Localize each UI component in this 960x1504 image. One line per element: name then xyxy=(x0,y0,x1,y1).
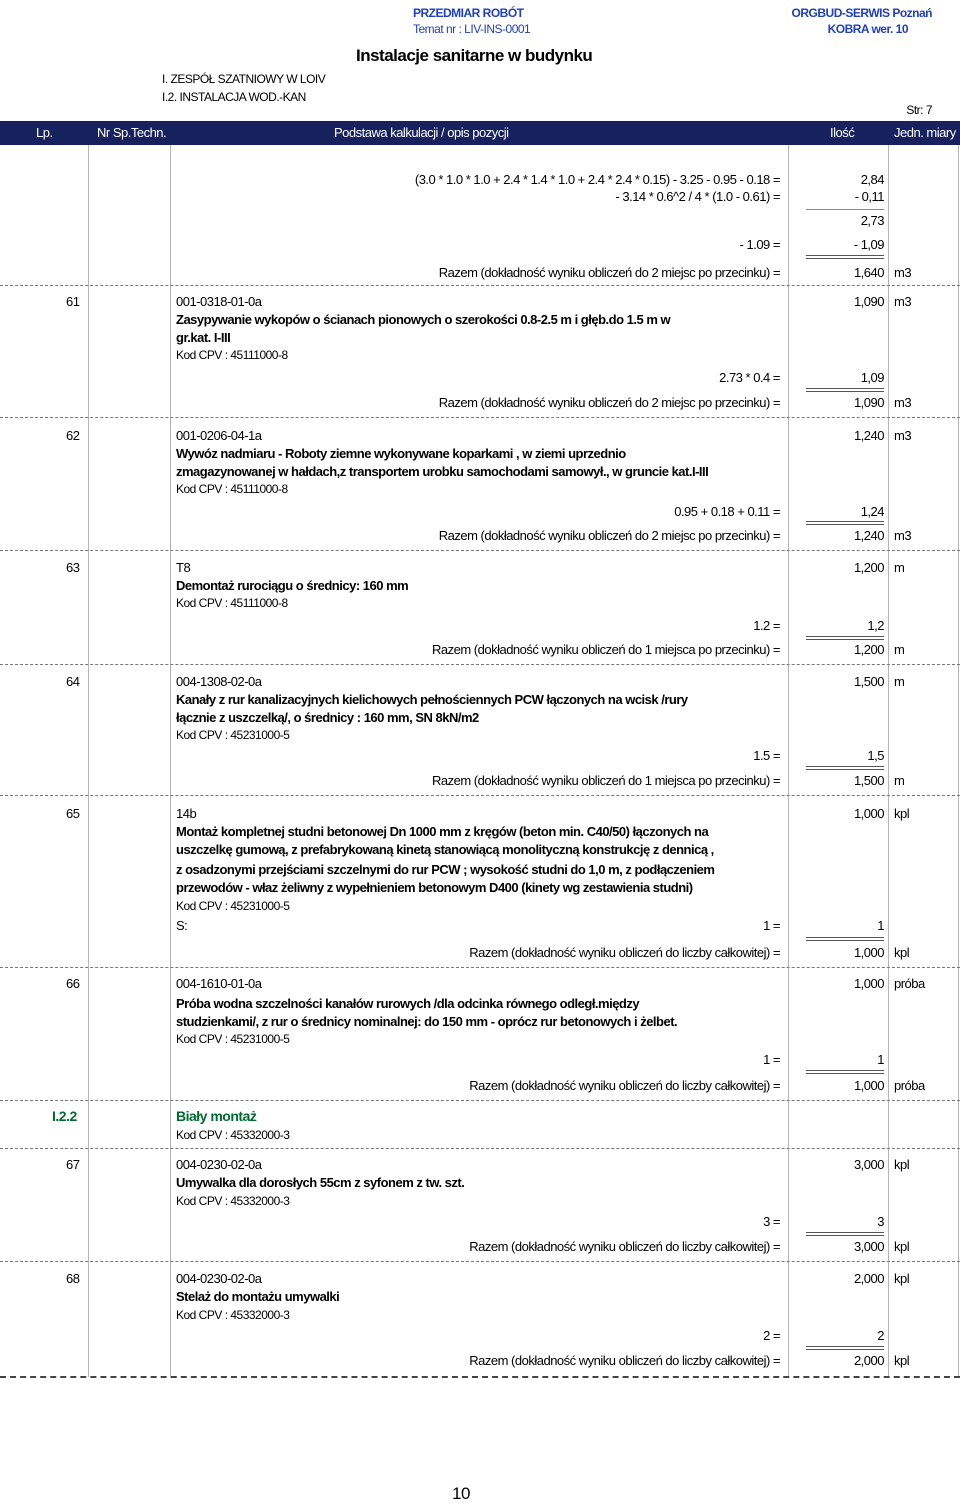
row-separator xyxy=(0,795,960,796)
razem-label: Razem (dokładność wyniku obliczeń do 2 miejsc po przecinku) = xyxy=(438,528,780,543)
column-rule xyxy=(888,145,889,1377)
calc-line: (3.0 * 1.0 * 1.0 + 2.4 * 1.4 * 1.0 + 2.4 * 2.4 * 0.15) - 3.25 - 0.95 - 0.18 = xyxy=(414,172,780,187)
calc-line: 1.5 = xyxy=(753,748,780,763)
underline xyxy=(806,209,884,210)
razem-total: 2,000 xyxy=(853,1353,884,1368)
item-description: przewodów - właz żeliwny z wypełnieniem betonowym D400 (kinety wg zestawienia studni) xyxy=(176,880,693,895)
row-separator xyxy=(0,1148,960,1149)
item-description: Stelaż do montażu umywalki xyxy=(176,1289,340,1304)
razem-label: Razem (dokładność wyniku obliczeń do liczby całkowitej) = xyxy=(469,1239,780,1254)
section-heading-1: I. ZESPÓŁ SZATNIOWY W LOIV xyxy=(162,72,326,86)
item-code: T8 xyxy=(176,560,191,575)
item-description: Kanały z rur kanalizacyjnych kielichowych pełnościennych PCW łączonych na wcisk /rury xyxy=(176,692,688,707)
item-description: Wywóz nadmiaru - Roboty ziemne wykonywane koparkami , w ziemi uprzednio xyxy=(176,446,626,461)
item-code: 14b xyxy=(176,806,197,821)
item-qty: 1,000 xyxy=(853,976,884,991)
double-underline xyxy=(806,1070,884,1074)
calc-value: 1 xyxy=(877,1052,884,1067)
double-underline xyxy=(806,388,884,392)
document-title: Instalacje sanitarne w budynku xyxy=(356,46,593,65)
item-description: gr.kat. I-III xyxy=(176,330,231,345)
item-cpv: Kod CPV : 45332000-3 xyxy=(176,1308,290,1322)
item-qty: 1,200 xyxy=(853,560,884,575)
calc-value: 1,5 xyxy=(867,748,884,763)
item-code: 004-0230-02-0a xyxy=(176,1271,262,1286)
calc-line: 1 = xyxy=(763,1052,780,1067)
software-version: KOBRA wer. 10 xyxy=(827,22,908,36)
item-lp: 61 xyxy=(66,294,80,309)
razem-label: Razem (dokładność wyniku obliczeń do liczby całkowitej) = xyxy=(469,1078,780,1093)
item-qty: 1,240 xyxy=(853,428,884,443)
item-cpv: Kod CPV : 45231000-5 xyxy=(176,728,290,742)
razem-unit: m xyxy=(894,773,905,788)
item-description: studzienkami/, z rur o średnicy nominalnej: do 150 mm - oprócz rur betonowych i żelbet. xyxy=(176,1014,678,1029)
double-underline xyxy=(806,937,884,941)
razem-total: 1,000 xyxy=(853,1078,884,1093)
calc-value: 1,24 xyxy=(860,504,884,519)
column-rule xyxy=(788,145,789,1377)
project-number: Temat nr : LIV-INS-0001 xyxy=(413,22,531,36)
razem-total: 1,640 xyxy=(853,265,884,280)
calc-line: 2.73 * 0.4 = xyxy=(719,370,780,385)
calc-line: 1.2 = xyxy=(753,618,780,633)
item-description: Demontaż rurociągu o średnicy: 160 mm xyxy=(176,578,409,593)
calc-line: - 1.09 = xyxy=(739,237,780,252)
item-cpv: Kod CPV : 45111000-8 xyxy=(176,482,288,496)
item-description: zmagazynowanej w hałdach,z transportem urobku samochodami samowył., w gruncie kat.I-III xyxy=(176,464,709,479)
razem-unit: próba xyxy=(894,1078,925,1093)
razem-unit: kpl xyxy=(894,1239,910,1254)
calc-value: 1,09 xyxy=(860,370,884,385)
item-cpv: Kod CPV : 45332000-3 xyxy=(176,1194,290,1208)
calc-value: 3 xyxy=(877,1214,884,1229)
razem-total: 1,090 xyxy=(853,395,884,410)
razem-label: Razem (dokładność wyniku obliczeń do 1 miejsca po przecinku) = xyxy=(432,773,780,788)
item-lp: 65 xyxy=(66,806,80,821)
item-unit: m xyxy=(894,674,905,689)
page-number: 10 xyxy=(452,1484,470,1503)
item-description: Zasypywanie wykopów o ścianach pionowych o szerokości 0.8-2.5 m i głęb.do 1.5 m w xyxy=(176,312,671,327)
razem-unit: kpl xyxy=(894,945,910,960)
section-heading-2: I.2. INSTALACJA WOD.-KAN xyxy=(162,90,306,104)
double-underline xyxy=(806,521,884,525)
calc-value: 1,2 xyxy=(867,618,884,633)
item-description: Montaż kompletnej studni betonowej Dn 1000 mm z kręgów (beton min. C40/50) łączonych na xyxy=(176,824,709,839)
item-description: Umywalka dla dorosłych 55cm z syfonem z tw. szt. xyxy=(176,1175,465,1190)
company-name: ORGBUD-SERWIS Poznań xyxy=(791,6,932,20)
column-qty: Ilość xyxy=(830,125,855,140)
item-code: 004-0230-02-0a xyxy=(176,1157,262,1172)
razem-unit: kpl xyxy=(894,1353,910,1368)
column-rule xyxy=(958,145,959,1377)
razem-unit: m3 xyxy=(894,395,912,410)
row-separator xyxy=(0,417,960,418)
calc-prefix: S: xyxy=(176,918,188,933)
item-description: łącznie z uszczelką/, o średnicy : 160 mm, SN 8kN/m2 xyxy=(176,710,479,725)
doc-type-title: PRZEDMIAR ROBÓT xyxy=(413,6,524,20)
item-code: 004-1610-01-0a xyxy=(176,976,262,991)
item-lp: 64 xyxy=(66,674,80,689)
item-qty: 1,000 xyxy=(853,806,884,821)
item-lp: 68 xyxy=(66,1271,80,1286)
item-unit: m3 xyxy=(894,428,912,443)
page-label: Str: 7 xyxy=(906,103,932,117)
column-basis: Podstawa kalkulacji / opis pozycji xyxy=(334,125,509,140)
item-qty: 1,500 xyxy=(853,674,884,689)
razem-total: 1,000 xyxy=(853,945,884,960)
row-separator xyxy=(0,285,960,286)
double-underline xyxy=(806,255,884,259)
item-qty: 2,000 xyxy=(853,1271,884,1286)
item-cpv: Kod CPV : 45111000-8 xyxy=(176,348,288,362)
row-separator xyxy=(0,1261,960,1262)
item-lp: 62 xyxy=(66,428,80,443)
table-bottom-rule xyxy=(0,1376,960,1378)
item-qty: 3,000 xyxy=(853,1157,884,1172)
item-unit: m3 xyxy=(894,294,912,309)
razem-total: 1,200 xyxy=(853,642,884,657)
column-rule xyxy=(170,145,171,1377)
razem-label: Razem (dokładność wyniku obliczeń do 2 miejsc po przecinku) = xyxy=(438,395,780,410)
calc-value: - 1,09 xyxy=(853,237,884,252)
section-number: I.2.2 xyxy=(52,1108,77,1124)
item-unit: kpl xyxy=(894,1157,910,1172)
double-underline xyxy=(806,636,884,640)
column-nr: Nr Sp.Techn. xyxy=(97,125,167,140)
item-unit: m xyxy=(894,560,905,575)
item-cpv: Kod CPV : 45231000-5 xyxy=(176,899,290,913)
item-unit: próba xyxy=(894,976,925,991)
razem-total: 1,240 xyxy=(853,528,884,543)
item-unit: kpl xyxy=(894,806,910,821)
razem-total: 3,000 xyxy=(853,1239,884,1254)
row-separator xyxy=(0,967,960,968)
razem-unit: m3 xyxy=(894,265,912,280)
column-unit: Jedn. miary xyxy=(894,125,956,140)
item-qty: 1,090 xyxy=(853,294,884,309)
section-cpv: Kod CPV : 45332000-3 xyxy=(176,1128,290,1142)
item-code: 001-0318-01-0a xyxy=(176,294,262,309)
item-code: 004-1308-02-0a xyxy=(176,674,262,689)
double-underline xyxy=(806,766,884,770)
double-underline xyxy=(806,1232,884,1236)
item-lp: 63 xyxy=(66,560,80,575)
calc-line: 2 = xyxy=(763,1328,780,1343)
calc-line: 3 = xyxy=(763,1214,780,1229)
section-title: Biały montaż xyxy=(176,1108,257,1124)
item-description: z osadzonymi przejściami szczelnymi do rur PCW ; wysokość studni do 1,0 m, z podłączeniem xyxy=(176,862,715,877)
row-separator xyxy=(0,550,960,551)
razem-label: Razem (dokładność wyniku obliczeń do liczby całkowitej) = xyxy=(469,945,780,960)
calc-value: 2,84 xyxy=(860,172,884,187)
column-rule xyxy=(88,145,89,1377)
item-cpv: Kod CPV : 45231000-5 xyxy=(176,1032,290,1046)
razem-unit: m3 xyxy=(894,528,912,543)
subtotal-value: 2,73 xyxy=(860,213,884,228)
double-underline xyxy=(806,1346,884,1350)
item-lp: 67 xyxy=(66,1157,80,1172)
razem-label: Razem (dokładność wyniku obliczeń do liczby całkowitej) = xyxy=(469,1353,780,1368)
item-code: 001-0206-04-1a xyxy=(176,428,262,443)
calc-value: 2 xyxy=(877,1328,884,1343)
column-lp: Lp. xyxy=(36,125,53,140)
item-lp: 66 xyxy=(66,976,80,991)
calc-line: - 3.14 * 0.6^2 / 4 * (1.0 - 0.61) = xyxy=(615,189,780,204)
razem-label: Razem (dokładność wyniku obliczeń do 2 miejsc po przecinku) = xyxy=(438,265,780,280)
razem-label: Razem (dokładność wyniku obliczeń do 1 miejsca po przecinku) = xyxy=(432,642,780,657)
item-description: Próba wodna szczelności kanałów rurowych /dla odcinka równego odległ.między xyxy=(176,996,640,1011)
row-separator xyxy=(0,1100,960,1101)
column-header-bar xyxy=(0,121,960,145)
item-unit: kpl xyxy=(894,1271,910,1286)
item-cpv: Kod CPV : 45111000-8 xyxy=(176,596,288,610)
item-description: uszczelkę gumową, z prefabrykowaną kinetą stanowiącą monolityczną konstrukcję z dennicą , xyxy=(176,842,714,857)
calc-line: 1 = xyxy=(763,918,780,933)
calc-line: 0.95 + 0.18 + 0.11 = xyxy=(674,504,780,519)
razem-total: 1,500 xyxy=(853,773,884,788)
razem-unit: m xyxy=(894,642,905,657)
calc-value: 1 xyxy=(877,918,884,933)
calc-value: - 0,11 xyxy=(854,189,884,204)
row-separator xyxy=(0,664,960,665)
